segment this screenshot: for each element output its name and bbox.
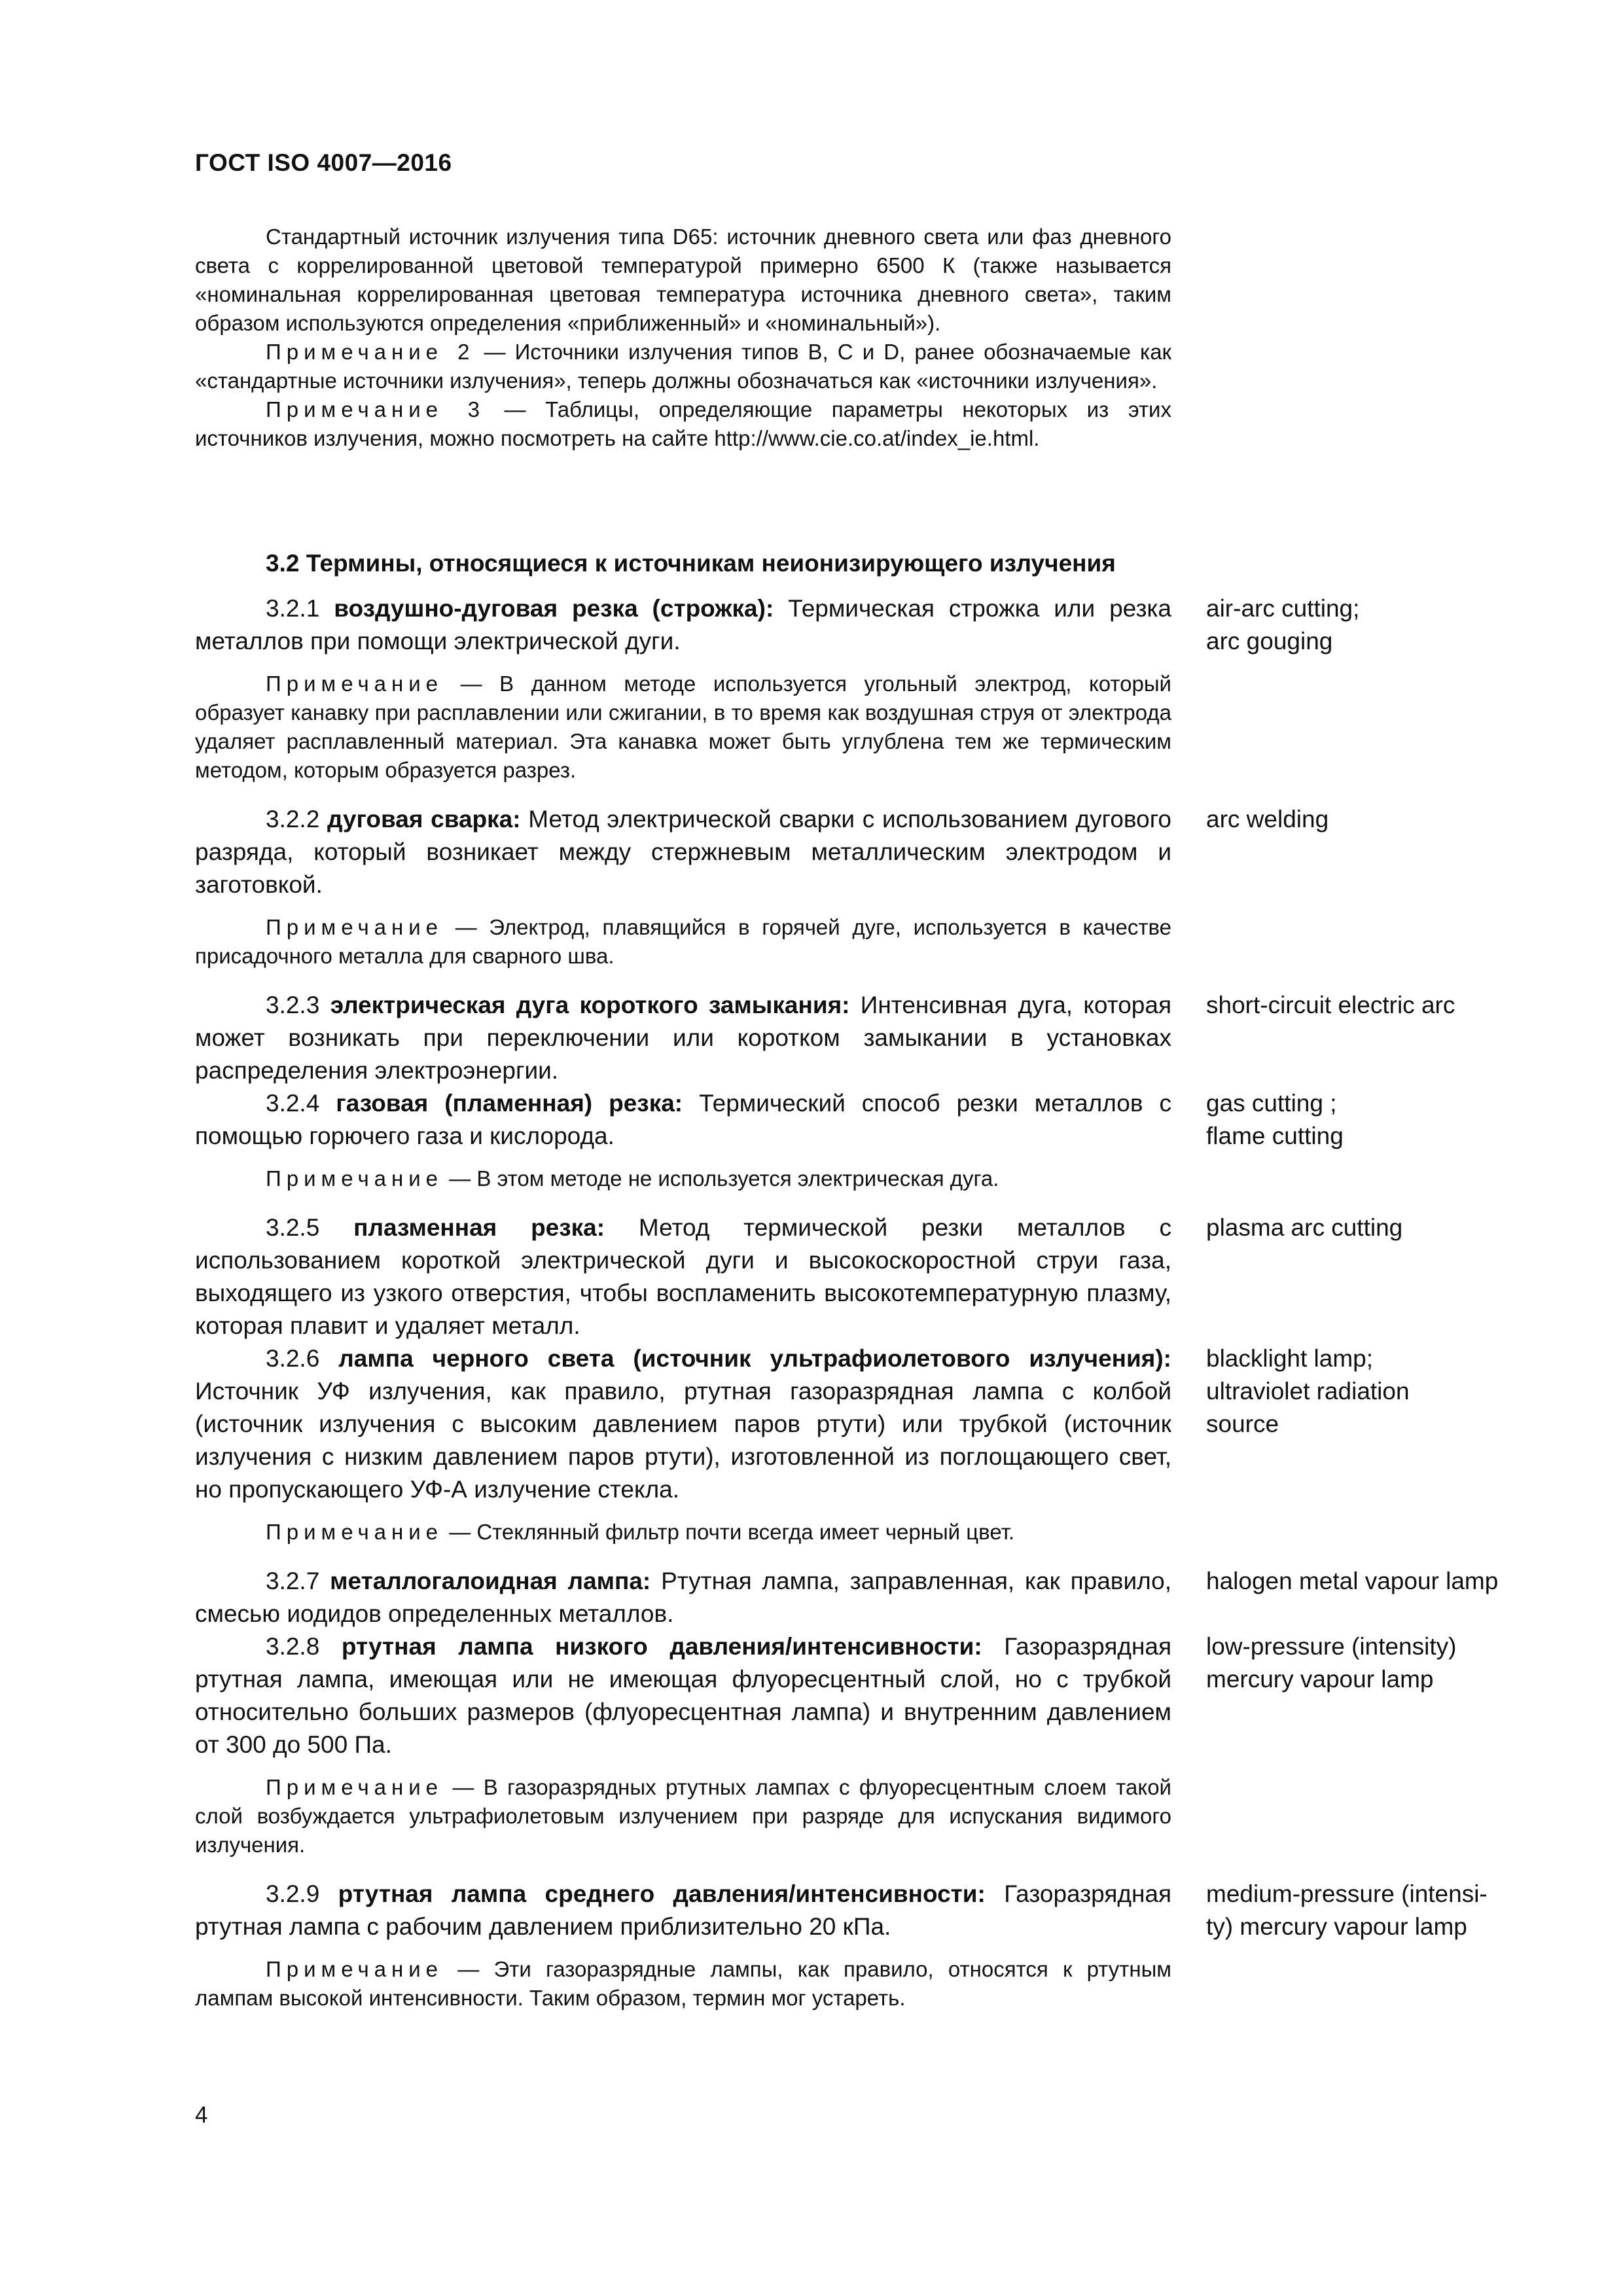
term-name: металлогалоидная лампа: — [330, 1568, 651, 1594]
english-equivalent: air-arc cutting; arc gouging — [1206, 595, 1360, 655]
english-equivalent: plasma arc cutting — [1206, 1214, 1403, 1241]
term-definition — [195, 1630, 1171, 1761]
english-equivalent: gas cutting ; flame cutting — [1206, 1090, 1344, 1149]
terms-list — [195, 592, 1504, 2013]
term-text: Газоразрядная ртутная лампа с рабочим давлением приблизительно 20 кПа. — [195, 1880, 1171, 1940]
term-note — [195, 913, 1171, 971]
note-label: Примечание — [266, 1166, 444, 1191]
term-name: воздушно-дуговая резка (строжка): — [334, 595, 774, 622]
term-definition — [195, 1087, 1171, 1153]
section-heading: 3.2 Термины, относящиеся к источникам неионизирующего излучения — [266, 550, 1116, 577]
term-name: плазменная резка: — [353, 1214, 605, 1241]
term-text: Термический способ резки металлов с помощью горючего газа и кислорода. — [195, 1090, 1171, 1149]
note-text: — В данном методе используется угольный электрод, который образует канавку при расплавлении или сжигании, в то время как воздушная струя от электрода удаляет расплавленный материал. Эта канавка может быть углублена тем же термическим методом, которым образуется разрез. — [195, 672, 1171, 782]
term-entry — [195, 1342, 1504, 1506]
english-equivalent: short-circuit electric arc — [1206, 992, 1455, 1018]
note-text: — Электрод, плавящийся в горячей дуге, используется в качестве присадочного металла для сварного шва. — [195, 915, 1171, 968]
note-2 — [195, 338, 1171, 395]
term-name: дуговая сварка: — [327, 806, 521, 833]
term-text: Источник УФ излучения, как правило, ртутная газоразрядная лампа с колбой (источник излучения с высоким давлением паров ртути) или трубкой (источник излучения с низким давлением паров ртути), изготовленной из поглощающего свет, но пропускающего УФ-А излучение стекла. — [195, 1378, 1171, 1503]
term-number: 3.2.1 — [266, 595, 334, 622]
term-entry — [195, 592, 1504, 658]
note-label: Примечание — [266, 1775, 444, 1799]
term-note — [195, 1955, 1171, 2013]
term-entry — [195, 989, 1504, 1087]
term-entry — [195, 803, 1504, 901]
d65-paragraph: Стандартный источник излучения типа D65: источник дневного света или фаз дневного света с коррелированной цветовой температурой примерно 6500 К (также называется «номинальная коррелированная цветовая температура источника дневного света», таким образом используются определения «приближенный» и «номинальный»). — [195, 224, 1171, 335]
term-text: Термическая строжка или резка металлов при помощи электрической дуги. — [195, 595, 1171, 655]
term-text: Интенсивная дуга, которая может возникать при переключении или коротком замыкании в установках распределения электроэнергии. — [195, 992, 1172, 1084]
term-number: 3.2.2 — [266, 806, 327, 833]
page-number: 4 — [195, 2102, 208, 2128]
note-text: — В этом методе не используется электрическая дуга. — [443, 1166, 999, 1191]
term-entry — [195, 1878, 1504, 1943]
term-text: Метод термической резки металлов с использованием короткой электрической дуги и высокоскоростной струи газа, выходящего из узкого отверстия, чтобы воспламенить высокотемпературную плазму, которая плавит и удаляет металл. — [195, 1214, 1171, 1339]
english-equivalent: medium-pressure (intensi- ty) mercury vapour lamp — [1206, 1880, 1488, 1940]
term-note — [195, 1773, 1171, 1859]
english-equivalent: low-pressure (intensity) mercury vapour lamp — [1206, 1633, 1457, 1693]
term-definition — [195, 1878, 1171, 1943]
term-number: 3.2.9 — [266, 1880, 338, 1907]
note-text: — Стеклянный фильтр почти всегда имеет черный цвет. — [443, 1520, 1015, 1544]
note-text: — В газоразрядных ртутных лампах с флуоресцентным слоем такой слой возбуждается ультрафиолетовым излучением при разряде для испускания видимого излучения. — [195, 1775, 1171, 1857]
term-definition — [195, 1211, 1171, 1342]
term-entry — [195, 1630, 1504, 1761]
term-number: 3.2.4 — [266, 1090, 336, 1117]
term-name: ртутная лампа низкого давления/интенсивности: — [341, 1633, 982, 1660]
term-entry — [195, 1087, 1504, 1153]
note-2-text: — Источники излучения типов В, С и D, ранее обозначаемые как «стандартные источники излучения», теперь должны обозначаться как «источники излучения». — [195, 340, 1171, 393]
note-3-label: Примечание 3 — [266, 397, 485, 422]
term-number: 3.2.8 — [266, 1633, 342, 1660]
english-equivalent: blacklight lamp; ultraviolet radiation source — [1206, 1345, 1410, 1437]
term-number: 3.2.7 — [266, 1568, 330, 1594]
term-text: Метод электрической сварки с использованием дугового разряда, который возникает между стержневым металлическим электродом и заготовкой. — [195, 806, 1171, 898]
term-name: газовая (пламенная) резка: — [336, 1090, 683, 1117]
standard-header: ГОСТ ISO 4007—2016 — [195, 149, 452, 176]
term-note — [195, 1518, 1171, 1547]
note-label: Примечание — [266, 672, 444, 696]
term-name: ртутная лампа среднего давления/интенсивности: — [338, 1880, 986, 1907]
note-label: Примечание — [266, 1957, 444, 1981]
note-2-label: Примечание 2 — [266, 340, 475, 364]
term-name: лампа черного света (источник ультрафиолетового излучения): — [338, 1345, 1171, 1372]
term-entry — [195, 1565, 1504, 1630]
note-3-text: — Таблицы, определяющие параметры некоторых из этих источников излучения, можно посмотреть на сайте http://www.cie.co.at/index_ie.html. — [195, 397, 1171, 450]
term-name: электрическая дуга короткого замыкания: — [330, 992, 850, 1018]
term-text: Ртутная лампа, заправленная, как правило, смесью иодидов определенных металлов. — [195, 1568, 1171, 1627]
intro-block — [195, 223, 1171, 453]
term-note — [195, 1164, 1171, 1193]
term-number: 3.2.5 — [266, 1214, 354, 1241]
term-number: 3.2.3 — [266, 992, 330, 1018]
term-definition — [195, 1565, 1171, 1630]
term-note — [195, 670, 1171, 785]
note-label: Примечание — [266, 1520, 444, 1544]
term-entry — [195, 1211, 1504, 1342]
term-definition — [195, 803, 1171, 901]
note-label: Примечание — [266, 915, 444, 939]
english-equivalent: halogen metal vapour lamp — [1206, 1568, 1499, 1594]
note-text: — Эти газоразрядные лампы, как правило, относятся к ртутным лампам высокой интенсивности. Таким образом, термин мог устареть. — [195, 1957, 1171, 2010]
term-text: Газоразрядная ртутная лампа, имеющая или не имеющая флуоресцентный слой, но с трубкой относительно больших размеров (флуоресцентная лампа) и внутренним давлением от 300 до 500 Па. — [195, 1633, 1171, 1758]
term-definition — [195, 1342, 1171, 1506]
note-3 — [195, 395, 1171, 453]
english-equivalent: arc welding — [1206, 806, 1329, 833]
term-definition — [195, 592, 1171, 658]
term-number: 3.2.6 — [266, 1345, 339, 1372]
term-definition — [195, 989, 1171, 1087]
